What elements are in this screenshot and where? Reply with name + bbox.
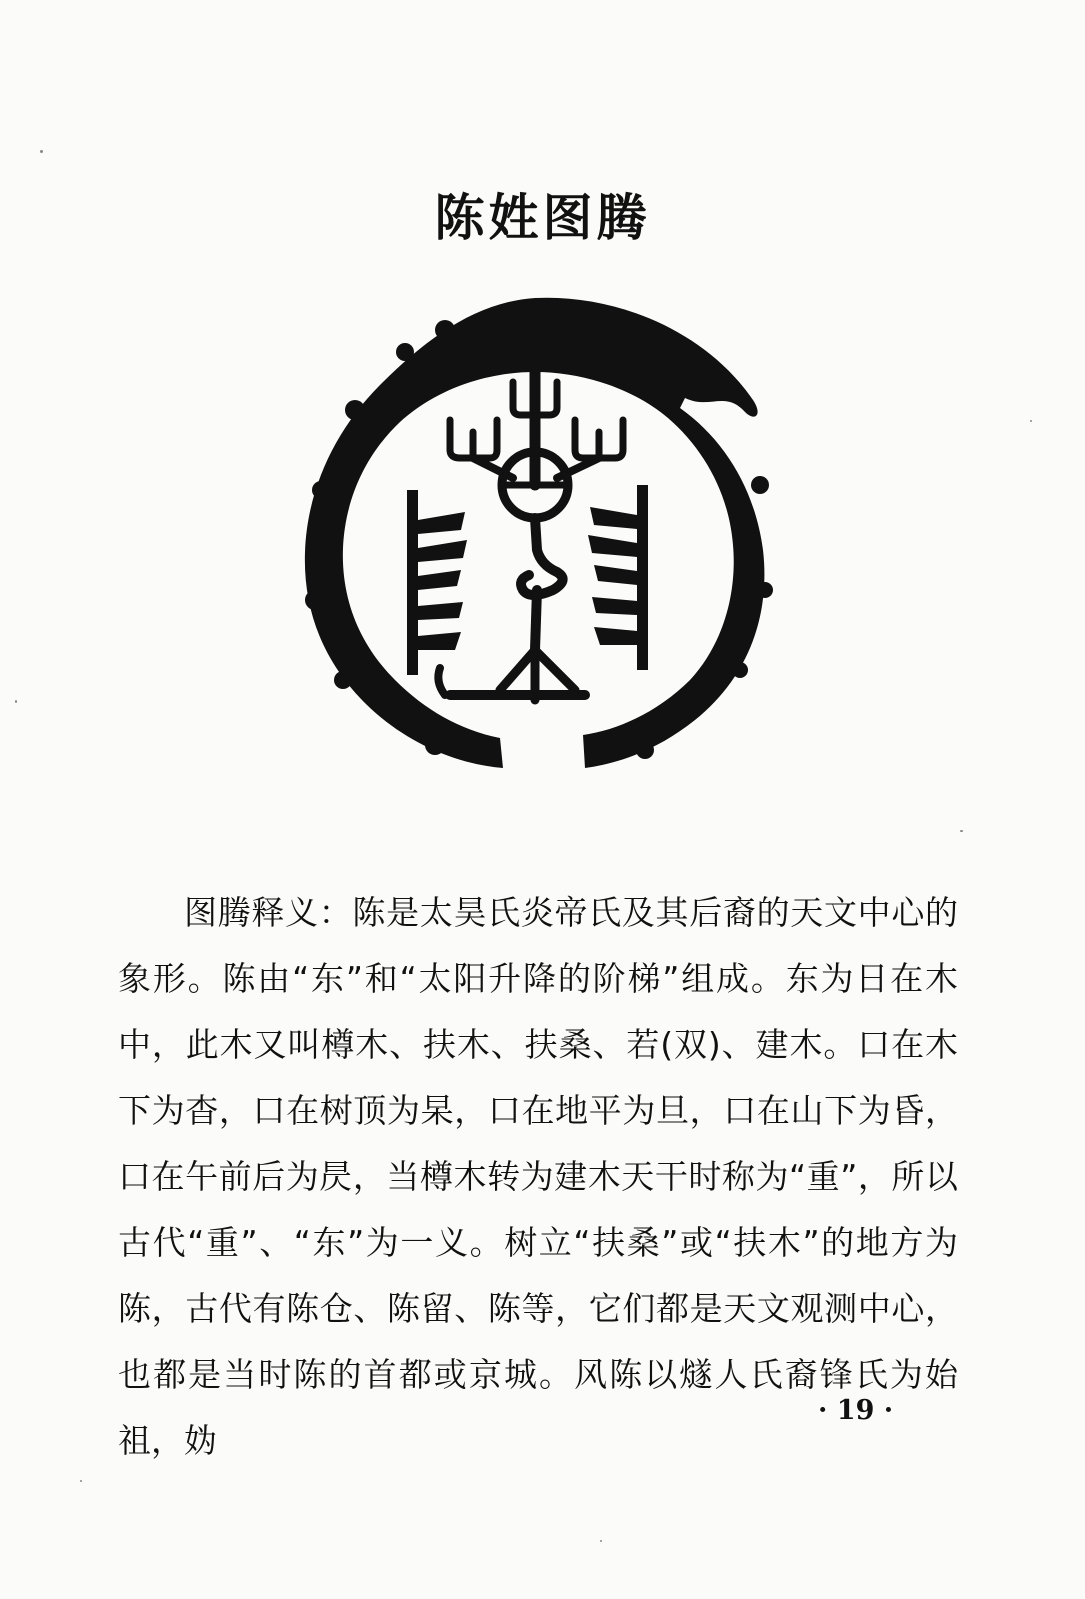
scan-speck bbox=[600, 1540, 602, 1542]
totem-explanation bbox=[118, 880, 958, 1474]
scan-speck bbox=[1030, 420, 1032, 422]
scan-speck bbox=[960, 830, 963, 832]
totem-seal bbox=[285, 290, 795, 780]
scan-speck bbox=[80, 1480, 82, 1482]
explanation-paragraph: 图腾释义：陈是太昊氏炎帝氏及其后裔的天文中心的象形。陈由“东”和“太阳升降的阶梯”组成。东为日在木中，此木又叫樽木、扶木、扶桑、若(双)、建木。口在木下为杳，口在树顶为杲，口在地平为旦，口在山下为昏，口在午前后为昃，当樽木转为建木天干时称为“重”，所以古代“重”、“东”为一义。树立“扶桑”或“扶木”的地方为陈，古代有陈仓、陈留、陈等，它们都是天文观测中心，也都是当时陈的首都或京城。风陈以燧人氏裔锋氏为始祖，妫 bbox=[118, 893, 958, 1460]
scan-speck bbox=[15, 700, 17, 703]
page-title: 陈姓图腾 bbox=[434, 188, 651, 247]
page-number: · 19 · bbox=[818, 1395, 894, 1426]
scan-speck bbox=[40, 150, 43, 153]
chen-clan-totem-seal-icon bbox=[285, 290, 795, 780]
